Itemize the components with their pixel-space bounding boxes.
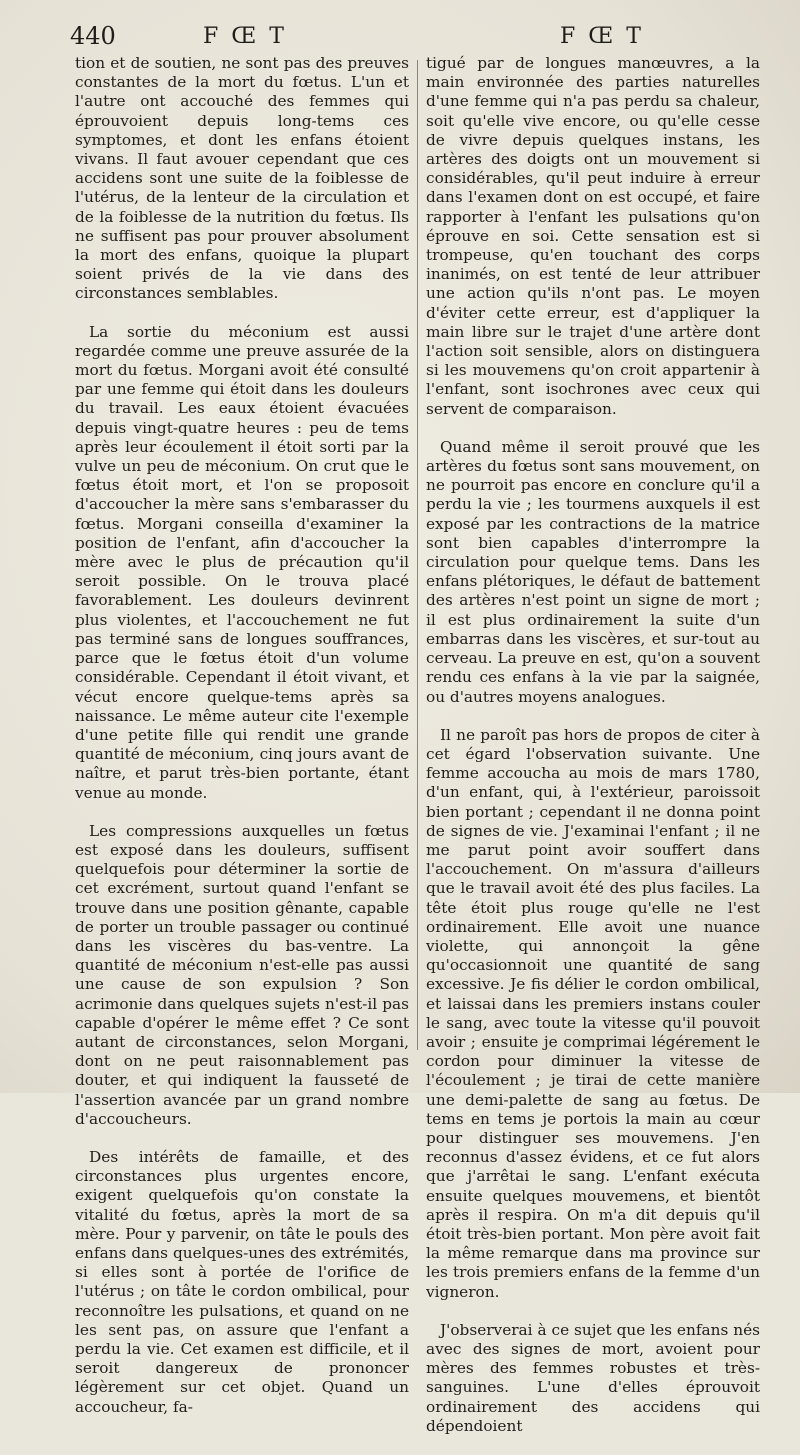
paragraph: La sortie du méconium est aussi regardée comme une preuve assurée de la mort du fœtus. Morgani avoit été consulté par une femme qui étoit dans les douleurs du travail. Les eaux étoient évacuées depuis vingt-quatre heures : peu de tems après leur écoulement il étoit sorti par la vulve un peu de méconium. On crut que le fœtus étoit mort, et l'on se proposoit d'accoucher la mère sans s'embarasser du fœtus. Morgani conseilla d'examiner la position de l'enfant, afin d'accoucher la mère avec le plus de précaution qu'il seroit possible. On le trouva placé favorablement. Les douleurs devinrent plus violentes, et l'accouchement ne fut pas terminé sans de longues souffrances, parce que le fœtus étoit d'un volume considérable. Cependant il étoit vivant, et vécut encore quelque-tems après sa naissance. Le même auteur cite l'exemple d'une petite fille qui rendit une grande quantité de méconium, cinq jours avant de naître, et parut très-bien portante, étant venue au monde.	[75, 322, 409, 802]
left-column	[75, 54, 409, 1436]
paragraph: Des intérêts de famaille, et des circonstances plus urgentes encore, exigent quelquefois qu'on constate la vitalité du fœtus, après la mort de sa mère. Pour y parvenir, on tâte le pouls des enfans dans quelques-unes des extrémités, si elles sont à portée de l'orifice de l'utérus ; on tâte le cordon ombilical, pour reconnoître les pulsations, et quand on ne les sent pas, on assure que l'enfant a perdu la vie. Cet examen est difficile, et il seroit dangereux de prononcer légèrement sur cet objet. Quand un accoucheur, fa-	[75, 1147, 409, 1416]
paragraph: Quand même il seroit prouvé que les artères du fœtus sont sans mouvement, on ne pourroit pas encore en conclure qu'il a perdu la vie ; les tourmens auxquels il est exposé par les contractions de la matrice sont bien capables d'interrompre la circulation pour quelque tems. Dans les enfans plétoriques, le défaut de battement des artères n'est point un signe de mort ; il est plus ordinairement la suite d'un embarras dans les viscères, et sur-tout au cerveau. La preuve en est, qu'on a souvent rendu ces enfans à la vie par la saignée, ou d'autres moyens analogues.	[426, 437, 760, 706]
page-number: 440	[70, 22, 116, 50]
paragraph: tigué par de longues manœuvres, a la main environnée des parties naturelles d'une femme qui n'a pas perdu sa chaleur, soit qu'elle vive encore, ou qu'elle cesse de vivre depuis quelques instans, les artères des doigts ont un mouvement si considérables, qu'il peut induire à erreur dans l'examen dont on est occupé, et faire rapporter à l'enfant les pulsations qu'on éprouve en soi. Cette sensation est si trompeuse, qu'en touchant des corps inanimés, on est tenté de leur attribuer une action qu'ils n'ont pas. Le moyen d'éviter cette erreur, est d'appliquer la main libre sur le trajet d'une artère dont l'action soit sensible, alors on distinguera si les mouvemens qu'on croit appartenir à l'enfant, sont isochrones avec ceux qui servent de comparaison.	[426, 54, 760, 418]
running-head-left: F Œ T	[203, 24, 287, 49]
column-divider	[417, 60, 418, 1050]
running-head-right: F Œ T	[560, 24, 644, 49]
paragraph: Il ne paroît pas hors de propos de citer à cet égard l'observation suivante. Une femme accoucha au mois de mars 1780, d'un enfant, qui, à l'extérieur, paroissoit bien portant ; cependant il ne donna point de signes de vie. J'examinai l'enfant ; il ne me parut point avoir souffert dans l'accouchement. On m'assura d'ailleurs que le travail avoit été des plus faciles. La tête étoit plus rouge qu'elle ne l'est ordinairement. Elle avoit une nuance violette, qui annonçoit la gêne qu'occasionnoit une quantité de sang excessive. Je fis délier le cordon ombilical, et laissai dans les premiers instans couler le sang, avec toute la vitesse qu'il pouvoit avoir ; ensuite je comprimai légérement le cordon pour diminuer la vitesse de l'écoulement ; je tirai de cette manière une demi-palette de sang au fœtus. De tems en tems je portois la main au cœur pour distinguer ses mouvemens. J'en reconnus d'assez évidens, et ce fut alors que j'arrêtai le sang. L'enfant exécuta ensuite quelques mouvemens, et bientôt après il respira. On m'a dit depuis qu'il étoit très-bien portant. Mon père avoit fait la même remarque dans ma province sur les trois premiers enfans de la femme d'un vigneron.	[426, 725, 760, 1301]
paragraph: J'observerai à ce sujet que les enfans nés avec des signes de mort, avoient pour mères des femmes robustes et très-sanguines. L'une d'elles éprouvoit ordinairement des accidens qui dépendoient	[426, 1320, 760, 1435]
page-header	[0, 22, 800, 52]
paragraph: tion et de soutien, ne sont pas des preuves constantes de la mort du fœtus. L'un et l'autre ont accouché des femmes qui éprouvoient depuis long-tems ces symptomes, et dont les enfans étoient vivans. Il faut avouer cependant que ces accidens sont une suite de la foiblesse de l'utérus, de la lenteur de la circulation et de la foiblesse de la nutrition du fœtus. Ils ne suffisent pas pour prouver absolument la mort des enfans, quoique la plupart soient privés de la vie dans des circonstances semblables.	[75, 54, 409, 303]
paragraph: Les compressions auxquelles un fœtus est exposé dans les douleurs, suffisent quelquefois pour déterminer la sortie de cet excrément, surtout quand l'enfant se trouve dans une position gênante, capable de porter un trouble passager ou continué dans les viscères du bas-ventre. La quantité de méconium n'est-elle pas aussi une cause de son expulsion ? Son acrimonie dans quelques sujets n'est-il pas capable d'opérer le même effet ? Ce sont autant de circonstances, selon Morgani, dont on ne peut raisonnablement pas douter, et qui indiquent la fausseté de l'assertion avancée par un grand nombre d'accoucheurs.	[75, 821, 409, 1128]
right-column	[426, 54, 760, 1455]
